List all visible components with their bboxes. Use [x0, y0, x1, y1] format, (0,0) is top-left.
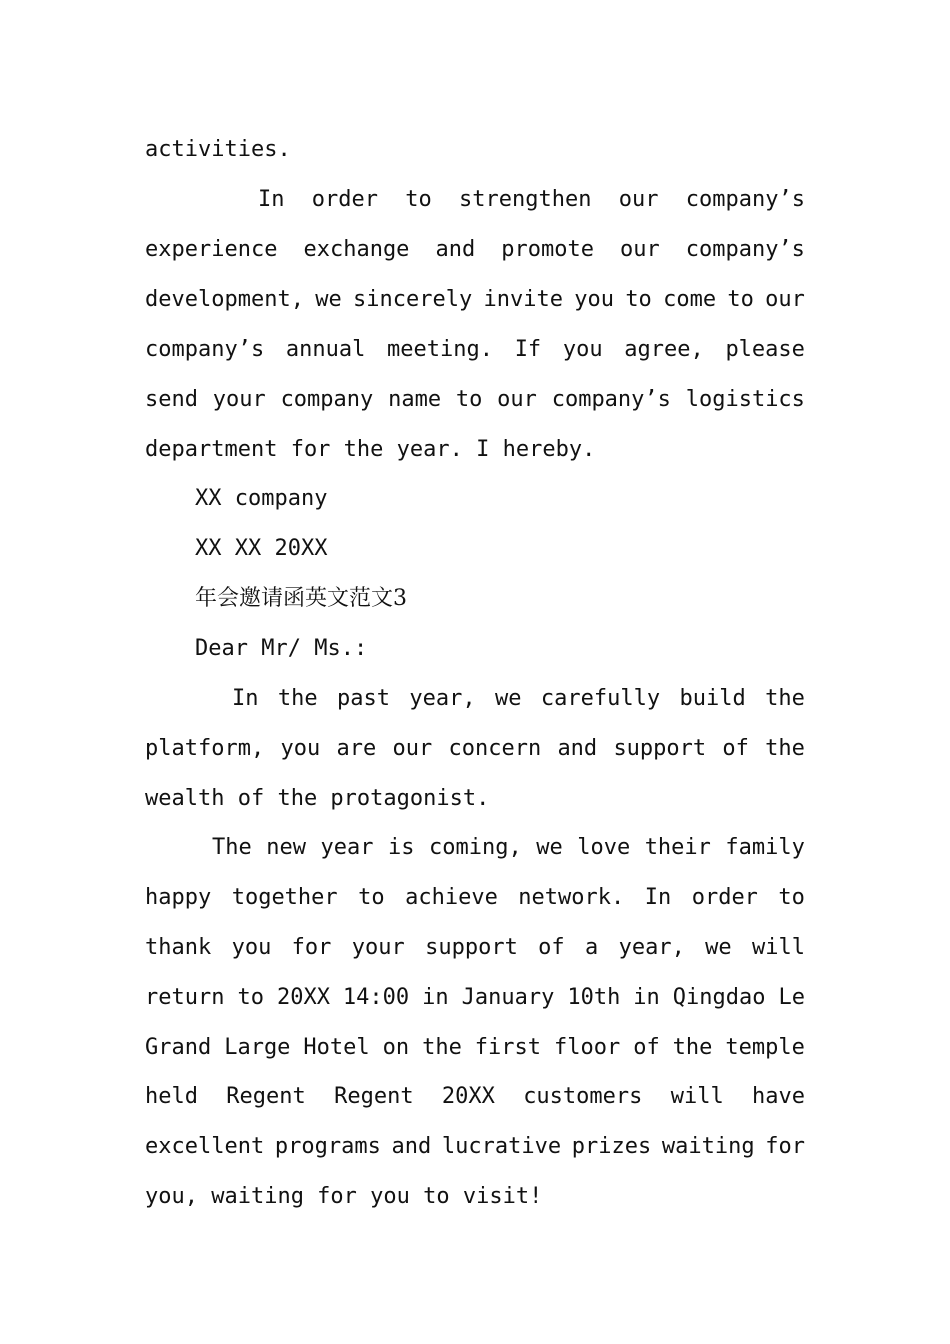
- paragraph-2-line-1: [232, 684, 805, 714]
- word: Le: [778, 985, 805, 1010]
- paragraph-3-line-5: [145, 1033, 805, 1063]
- word: achieve: [405, 885, 498, 910]
- word: experience: [145, 237, 278, 262]
- word: come: [663, 287, 717, 312]
- word: Regent: [334, 1084, 414, 1109]
- word: happy: [145, 885, 212, 910]
- paragraph-1-line-4: [145, 335, 805, 365]
- word: our: [765, 287, 805, 312]
- word: and: [435, 237, 476, 262]
- word: are: [336, 736, 377, 761]
- word: thank: [145, 935, 212, 960]
- word: love: [577, 835, 631, 860]
- word: will: [670, 1084, 724, 1109]
- word: you: [280, 736, 321, 761]
- word: If: [514, 337, 542, 362]
- word: on: [382, 1035, 410, 1060]
- word: their: [644, 835, 711, 860]
- signature-date: XX XX 20XX: [195, 536, 328, 561]
- word: company’s: [685, 187, 805, 212]
- word: build: [679, 686, 746, 711]
- word: network.: [518, 885, 625, 910]
- word: we: [315, 287, 342, 312]
- word: the: [672, 1035, 713, 1060]
- word: annual: [285, 337, 366, 362]
- word: a: [585, 935, 599, 960]
- word: the: [765, 736, 805, 761]
- section-heading: 年会邀请函英文范文3: [195, 586, 407, 611]
- word: you: [231, 935, 272, 960]
- word: carefully: [540, 686, 661, 711]
- word: we: [705, 935, 732, 960]
- word: the: [277, 686, 318, 711]
- word: invite: [483, 287, 563, 312]
- word: new: [266, 835, 306, 860]
- word: sincerely: [353, 287, 473, 312]
- word: 10th: [567, 985, 621, 1010]
- word: our: [619, 237, 660, 262]
- paragraph-3-line-6: [145, 1082, 805, 1112]
- word: for: [765, 1134, 805, 1159]
- word: agree,: [624, 337, 704, 362]
- word: family: [725, 835, 805, 860]
- word: to: [237, 985, 264, 1010]
- paragraph-1-line-3: [145, 285, 805, 315]
- word: in: [633, 985, 660, 1010]
- word: company: [280, 387, 374, 412]
- word: we: [495, 686, 522, 711]
- word: Hotel: [303, 1035, 370, 1060]
- word: In: [232, 686, 259, 711]
- word: order: [311, 187, 378, 212]
- word: meeting.: [387, 337, 494, 362]
- word: name: [388, 387, 442, 412]
- word: first: [474, 1035, 542, 1060]
- word: to: [405, 187, 432, 212]
- word: our: [618, 187, 659, 212]
- word: our: [497, 387, 537, 412]
- word: you: [574, 287, 615, 312]
- paragraph-3-line-1: [212, 833, 805, 863]
- word: company’s: [685, 237, 805, 262]
- paragraph-3-line-2: [145, 883, 805, 913]
- word: platform,: [145, 736, 265, 761]
- word: return: [145, 985, 225, 1010]
- word: year,: [409, 686, 476, 711]
- word: to: [625, 287, 652, 312]
- word: together: [231, 885, 338, 910]
- word: Regent: [226, 1084, 306, 1109]
- paragraph-1-line-1: [258, 185, 805, 215]
- word: support: [425, 935, 518, 960]
- word: Qingdao: [672, 985, 766, 1010]
- word: for: [291, 935, 332, 960]
- word: to: [727, 287, 754, 312]
- word: year,: [618, 935, 685, 960]
- word: 14:00: [342, 985, 410, 1010]
- word: customers: [523, 1084, 643, 1109]
- paragraph-2-line-3: wealth of the protagonist.: [145, 786, 490, 811]
- word: coming,: [428, 835, 522, 860]
- word: strengthen: [459, 187, 592, 212]
- paragraph-3-line-8: you, waiting for you to visit!: [145, 1184, 543, 1209]
- word: 20XX: [441, 1084, 495, 1109]
- signature-company: XX company: [195, 486, 328, 511]
- word: concern: [448, 736, 542, 761]
- word: floor: [554, 1035, 621, 1060]
- word: lucrative: [441, 1134, 562, 1159]
- word: past: [337, 686, 391, 711]
- word: exchange: [303, 237, 410, 262]
- word: will: [752, 935, 805, 960]
- word: to: [358, 885, 385, 910]
- word: support: [613, 736, 707, 761]
- word: Grand: [145, 1035, 212, 1060]
- word: you: [562, 337, 603, 362]
- word: Large: [224, 1035, 291, 1060]
- word: promote: [501, 237, 594, 262]
- word: have: [752, 1084, 805, 1109]
- word: of: [538, 935, 565, 960]
- word: is: [387, 835, 415, 860]
- word: and: [557, 736, 598, 761]
- word: held: [145, 1084, 198, 1109]
- word: your: [351, 935, 405, 960]
- paragraph-2-line-2: [145, 734, 805, 764]
- word: the: [422, 1035, 462, 1060]
- word: January: [461, 985, 555, 1010]
- word: temple: [725, 1035, 805, 1060]
- word: company’s: [145, 337, 265, 362]
- word: to: [455, 387, 483, 412]
- word: order: [691, 885, 758, 910]
- word: In: [258, 187, 285, 212]
- word: logistics: [685, 387, 805, 412]
- word: In: [644, 885, 672, 910]
- word: your: [212, 387, 266, 412]
- paragraph-1-line-2: [145, 235, 805, 265]
- word: of: [722, 736, 749, 761]
- word: programs: [274, 1134, 381, 1159]
- word: send: [145, 387, 198, 412]
- word: prizes: [571, 1134, 652, 1159]
- paragraph-1-line-5: [145, 385, 805, 415]
- word: and: [391, 1134, 432, 1159]
- word: please: [725, 337, 805, 362]
- word: The: [212, 835, 252, 860]
- word: company’s: [551, 387, 671, 412]
- word: of: [633, 1035, 660, 1060]
- word: excellent: [145, 1134, 265, 1159]
- paragraph-3-line-7: [145, 1132, 805, 1162]
- text-line: activities.: [145, 137, 291, 162]
- paragraph-1-line-6: department for the year. I hereby.: [145, 437, 596, 462]
- word: waiting: [661, 1134, 755, 1159]
- word: in: [422, 985, 449, 1010]
- paragraph-3-line-4: [145, 983, 805, 1013]
- word: to: [778, 885, 805, 910]
- word: development,: [145, 287, 304, 312]
- salutation: Dear Mr/ Ms.:: [195, 636, 368, 661]
- paragraph-3-line-3: [145, 933, 805, 963]
- word: we: [536, 835, 563, 860]
- word: our: [392, 736, 433, 761]
- word: 20XX: [276, 985, 330, 1010]
- word: the: [765, 686, 805, 711]
- word: year: [320, 835, 374, 860]
